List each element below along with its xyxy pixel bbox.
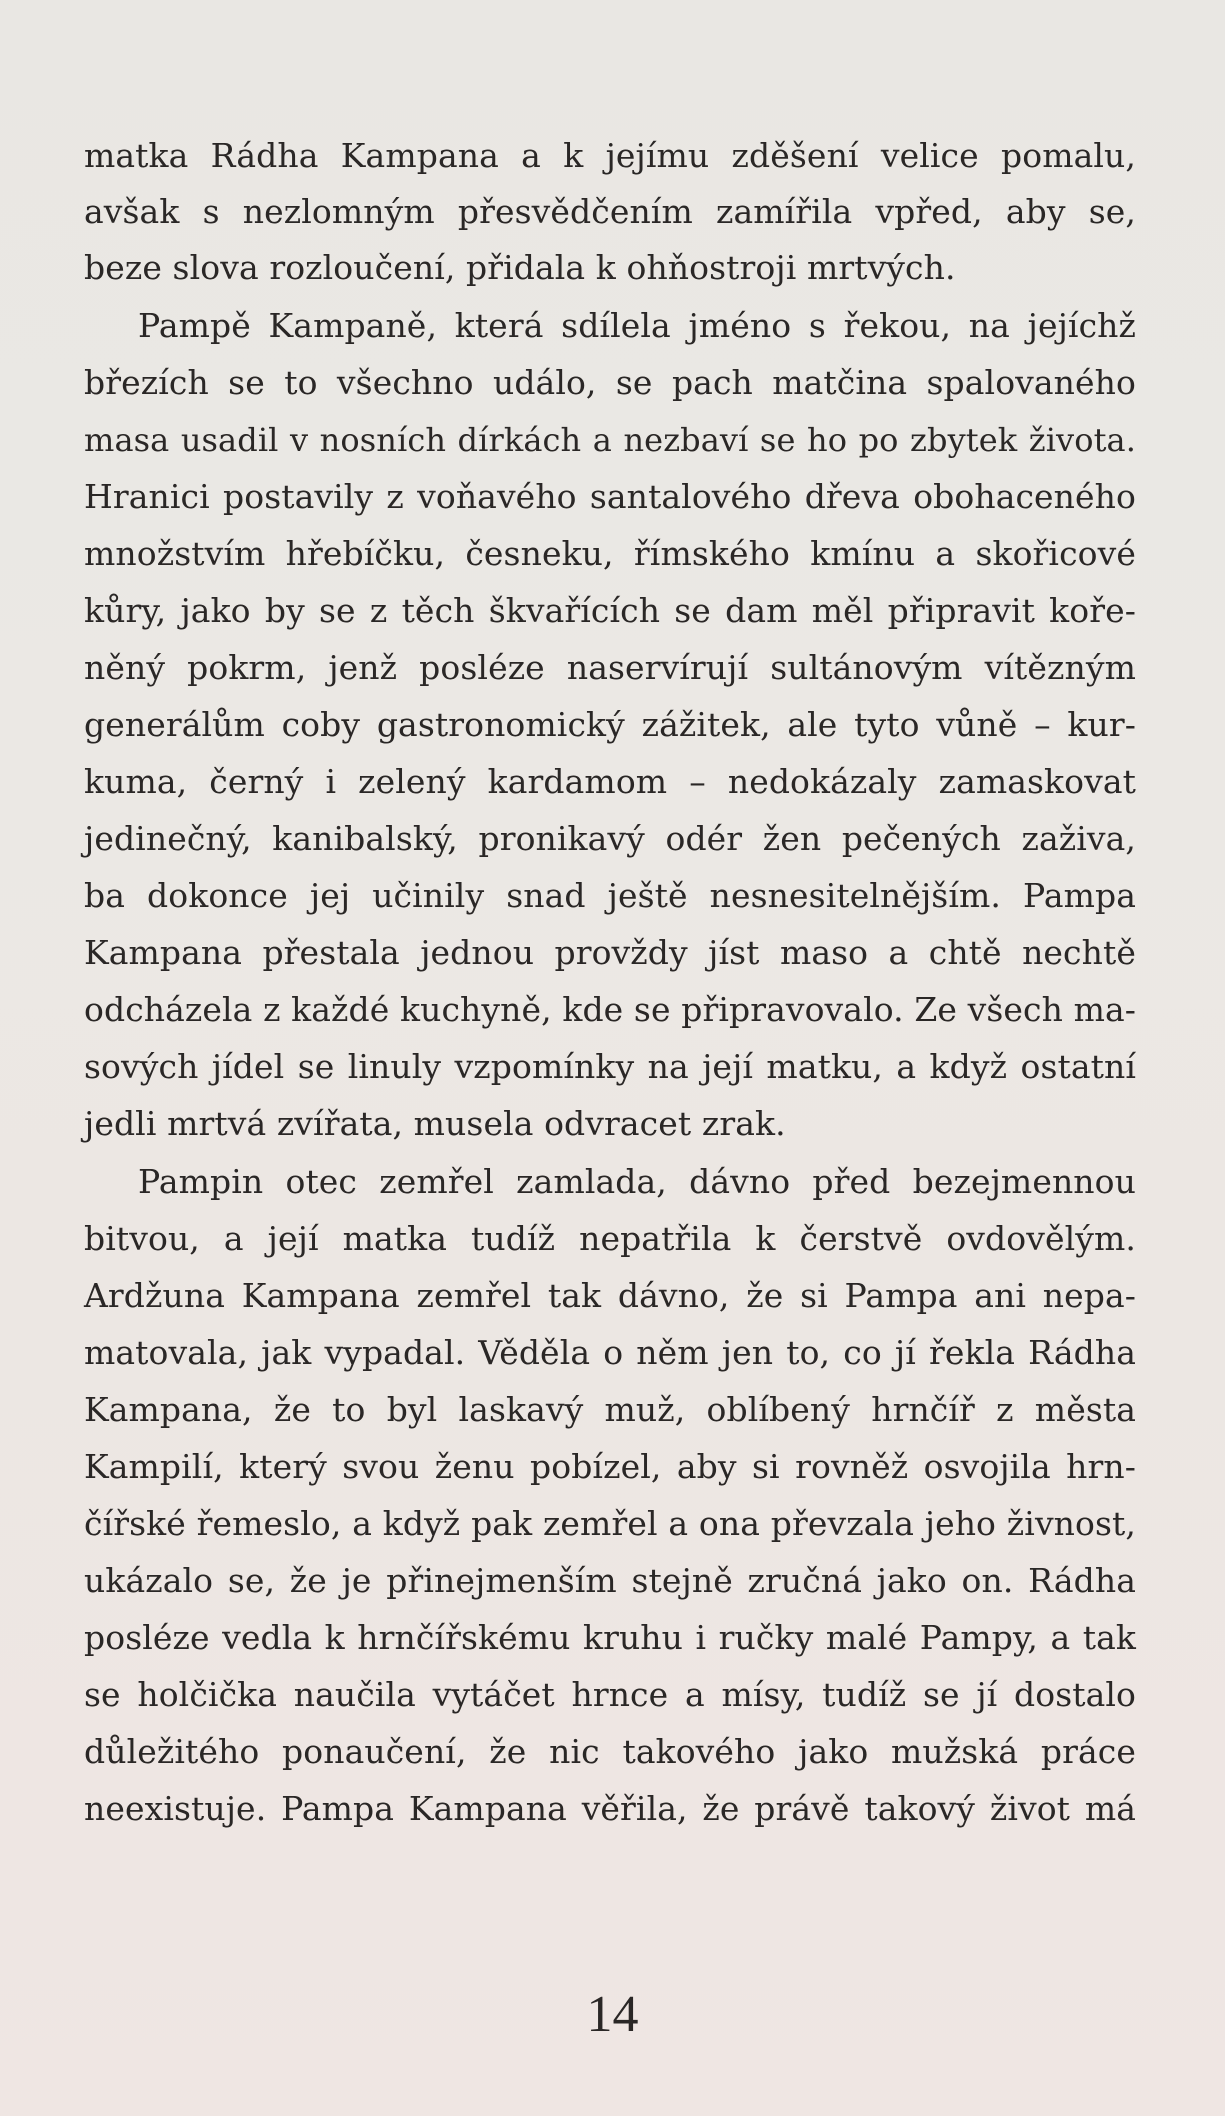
text-line: jedli mrtvá zvířata, musela odvracet zrak. xyxy=(84,1104,786,1143)
text-line: Ardžuna Kampana zemřel tak dávno, že si Pampa ani nepa- xyxy=(84,1276,1136,1315)
text-line: množstvím hřebíčku, česneku, římského kmínu a skořicové xyxy=(84,534,1136,573)
paragraph-first-line: Pampin otec zemřel zamlada, dávno před bezejmennou xyxy=(138,1162,1136,1201)
text-line: bitvou, a její matka tudíž nepatřila k čerstvě ovdovělým. xyxy=(84,1219,1136,1258)
text-line: se holčička naučila vytáčet hrnce a mísy, tudíž se jí dostalo xyxy=(84,1675,1136,1714)
text-line: jedinečný, kanibalský, pronikavý odér žen pečených zaživa, xyxy=(84,819,1136,858)
text-line: březích se to všechno událo, se pach matčina spalovaného xyxy=(84,363,1136,402)
paragraph-first-line: Pampě Kampaně, která sdílela jméno s řekou, na jejíchž xyxy=(138,306,1136,345)
text-line: masa usadil v nosních dírkách a nezbaví se ho po zbytek života. xyxy=(84,421,1136,459)
text-line: avšak s nezlomným přesvědčením zamířila vpřed, aby se, xyxy=(84,192,1136,231)
text-line: něný pokrm, jenž posléze naservírují sultánovým vítězným xyxy=(84,648,1136,687)
text-line: neexistuje. Pampa Kampana věřila, že právě takový život má xyxy=(84,1789,1136,1828)
text-line: beze slova rozloučení, přidala k ohňostroji mrtvých. xyxy=(84,248,956,287)
text-line: čířské řemeslo, a když pak zemřel a ona převzala jeho živnost, xyxy=(84,1504,1136,1543)
text-line: matka Rádha Kampana a k jejímu zděšení velice pomalu, xyxy=(84,136,1136,175)
text-line: kůry, jako by se z těch škvařících se dam měl připravit kořе- xyxy=(84,591,1136,630)
page-number: 14 xyxy=(586,1986,639,2043)
text-line: generálům coby gastronomický zážitek, ale tyto vůně – kur- xyxy=(84,705,1136,744)
text-line: Hranici postavily z voňavého santalového dřeva obohaceného xyxy=(84,477,1136,516)
text-line: Kampilí, který svou ženu pobízel, aby si rovněž osvojila hrn- xyxy=(84,1447,1136,1486)
text-line: Kampana, že to byl laskavý muž, oblíbený hrnčíř z města xyxy=(84,1390,1136,1429)
text-line: sových jídel se linuly vzpomínky na její matku, a když ostatní xyxy=(84,1047,1136,1086)
text-line: posléze vedla k hrnčířskému kruhu i ručky malé Pampy, a tak xyxy=(84,1618,1136,1657)
text-line: ukázalo se, že je přinejmenším stejně zručná jako on. Rádha xyxy=(84,1561,1136,1600)
text-line: odcházela z každé kuchyně, kde se připravovalo. Ze všech ma- xyxy=(84,990,1136,1029)
text-line: matovala, jak vypadal. Věděla o něm jen to, co jí řekla Rádha xyxy=(84,1333,1136,1372)
text-line: důležitého ponaučení, že nic takového jako mužská práce xyxy=(84,1732,1136,1771)
text-line: ba dokonce jej učinily snad ještě nesnesitelnějším. Pampa xyxy=(84,876,1136,915)
text-line: Kampana přestala jednou provždy jíst maso a chtě nechtě xyxy=(84,933,1136,972)
text-line: kuma, černý i zelený kardamom – nedokázaly zamaskovat xyxy=(84,762,1136,801)
